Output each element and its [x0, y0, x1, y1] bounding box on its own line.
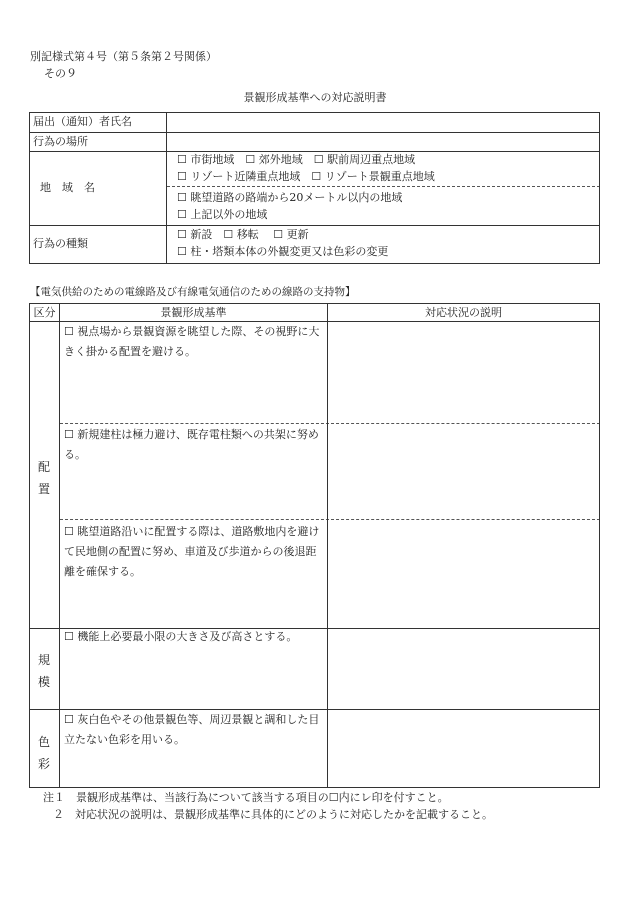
action-option-row-1[interactable]: ☐ 新設 ☐ 移転 ☐ 更新: [177, 228, 309, 241]
response-cell-5[interactable]: [328, 710, 599, 787]
category-placement-char-2: 置: [38, 482, 51, 496]
note-1: 注１ 景観形成基準は、当該行為について該当する項目の☐内にレ印を付すこと。: [43, 791, 449, 804]
response-cell-3[interactable]: [328, 520, 599, 628]
form-number: 別記様式第４号（第５条第２号関係）: [30, 50, 217, 63]
action-option-row-2[interactable]: ☐ 柱・塔類本体の外観変更又は色彩の変更: [177, 245, 389, 258]
response-cell-1[interactable]: [328, 322, 599, 423]
category-placement-char-1: 配: [38, 460, 51, 474]
form-sub-number: その９: [44, 67, 77, 80]
column-header-response: 対応状況の説明: [425, 306, 502, 319]
column-header-category: 区分: [33, 306, 56, 319]
category-color-char-1: 色: [38, 735, 51, 749]
category-scale-char-1: 規: [38, 653, 51, 667]
criterion-scale-minimum[interactable]: ☐ 機能上必要最小限の大きさ及び高さとする。: [64, 630, 298, 643]
response-cell-4[interactable]: [328, 629, 599, 709]
criterion-placement-shared-pole[interactable]: ☐ 新規建柱は極力避け、既存電柱類への共架に努める。: [64, 428, 319, 461]
area-option-row-4[interactable]: ☐ 上記以外の地域: [177, 208, 268, 221]
location-label: 行為の場所: [33, 135, 88, 148]
category-scale-char-2: 模: [38, 675, 51, 689]
applicant-label: 届出（通知）者氏名: [33, 115, 132, 128]
column-header-criteria: 景観形成基準: [160, 306, 227, 319]
criterion-placement-road[interactable]: ☐ 眺望道路沿いに配置する際は、道路敷地内を避けて民地側の配置に努め、車道及び歩道からの後退距離を確保する。: [64, 525, 320, 578]
response-cell-2[interactable]: [328, 424, 599, 519]
area-label: 地 域 名: [40, 181, 95, 194]
section-title: 【電気供給のための電線路及び有線電気通信のための線路の支持物】: [30, 286, 356, 298]
note-2: ２ 対応状況の説明は、景観形成基準に具体的にどのように対応したかを記載すること。: [53, 808, 493, 821]
criterion-placement-view[interactable]: ☐ 視点場から景観資源を眺望した際、その視野に大きく掛かる配置を避ける。: [64, 325, 320, 358]
document-title: 景観形成基準への対応説明書: [243, 91, 387, 104]
action-type-label: 行為の種類: [33, 237, 88, 250]
criterion-color-harmony[interactable]: ☐ 灰白色やその他景観色等、周辺景観と調和した目立たない色彩を用いる。: [64, 713, 320, 746]
area-option-row-1[interactable]: ☐ 市街地域 ☐ 郊外地域 ☐ 駅前周辺重点地域: [177, 153, 416, 166]
area-option-row-3[interactable]: ☐ 眺望道路の路端から20メートル以内の地域: [177, 191, 403, 204]
area-option-row-2[interactable]: ☐ リゾート近隣重点地域 ☐ リゾート景観重点地域: [177, 170, 435, 183]
category-color-char-2: 彩: [38, 757, 51, 771]
